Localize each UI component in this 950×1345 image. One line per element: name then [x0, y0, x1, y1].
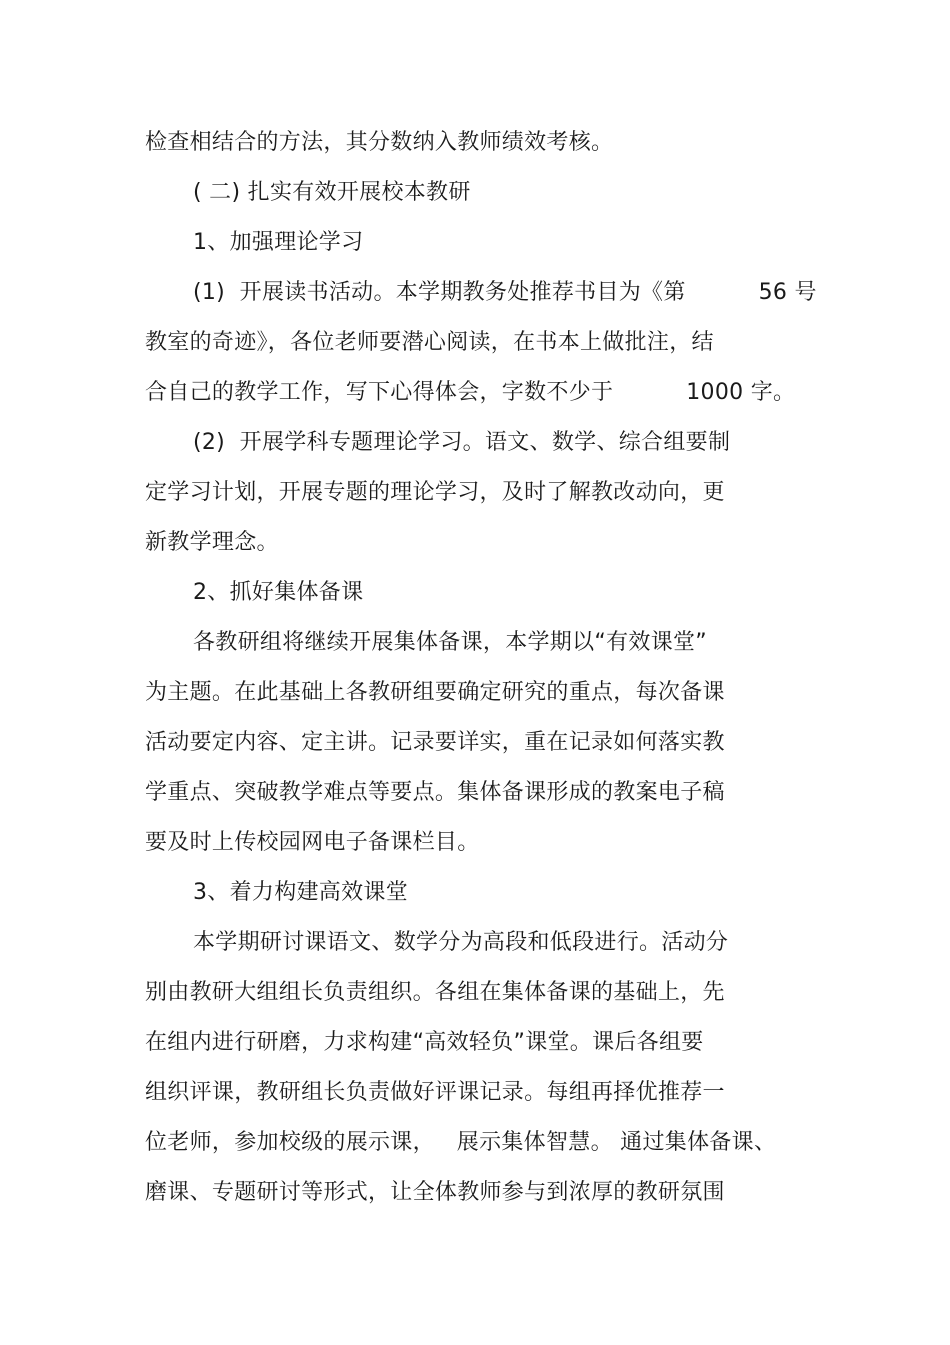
body-text-line: 检查相结合的方法，其分数纳入教师绩效考核。 — [145, 130, 614, 155]
body-text-line: 位老师，参加校级的展示课， 展示集体智慧。 通过集体备课、 — [145, 1130, 777, 1155]
body-text-line: (2) 开展学科专题理论学习。语文、数学、综合组要制 — [193, 430, 731, 455]
body-text-line: 合自己的教学工作，写下心得体会，字数不少于 1000 字。 — [145, 380, 796, 405]
body-text-line: 为主题。在此基础上各教研组要确定研究的重点，每次备课 — [145, 680, 725, 705]
section-heading: ( 二) 扎实有效开展校本教研 — [193, 180, 471, 205]
body-text-line: (1) 开展读书活动。本学期教务处推荐书目为《第 56 号 — [193, 280, 817, 305]
subsection-heading: 3、着力构建高效课堂 — [193, 880, 408, 905]
body-text-line: 要及时上传校园网电子备课栏目。 — [145, 830, 480, 855]
body-text-line: 定学习计划，开展专题的理论学习，及时了解教改动向，更 — [145, 480, 725, 505]
body-text-line: 活动要定内容、定主讲。记录要详实，重在记录如何落实教 — [145, 730, 725, 755]
body-text-line: 别由教研大组组长负责组织。各组在集体备课的基础上，先 — [145, 980, 725, 1005]
body-text-line: 组织评课，教研组长负责做好评课记录。每组再择优推荐一 — [145, 1080, 725, 1105]
subsection-heading: 2、抓好集体备课 — [193, 580, 364, 605]
body-text-line: 磨课、专题研讨等形式，让全体教师参与到浓厚的教研氛围 — [145, 1180, 725, 1205]
subsection-heading: 1、加强理论学习 — [193, 230, 364, 255]
body-text-line: 在组内进行研磨，力求构建“高效轻负”课堂。课后各组要 — [145, 1030, 704, 1055]
body-text-line: 教室的奇迹》，各位老师要潜心阅读，在书本上做批注，结 — [145, 330, 714, 355]
body-text-line: 各教研组将继续开展集体备课，本学期以“有效课堂” — [193, 630, 707, 655]
body-text-line: 学重点、突破教学难点等要点。集体备课形成的教案电子稿 — [145, 780, 725, 805]
body-text-line: 新教学理念。 — [145, 530, 279, 555]
body-text-line: 本学期研讨课语文、数学分为高段和低段进行。活动分 — [193, 930, 729, 955]
